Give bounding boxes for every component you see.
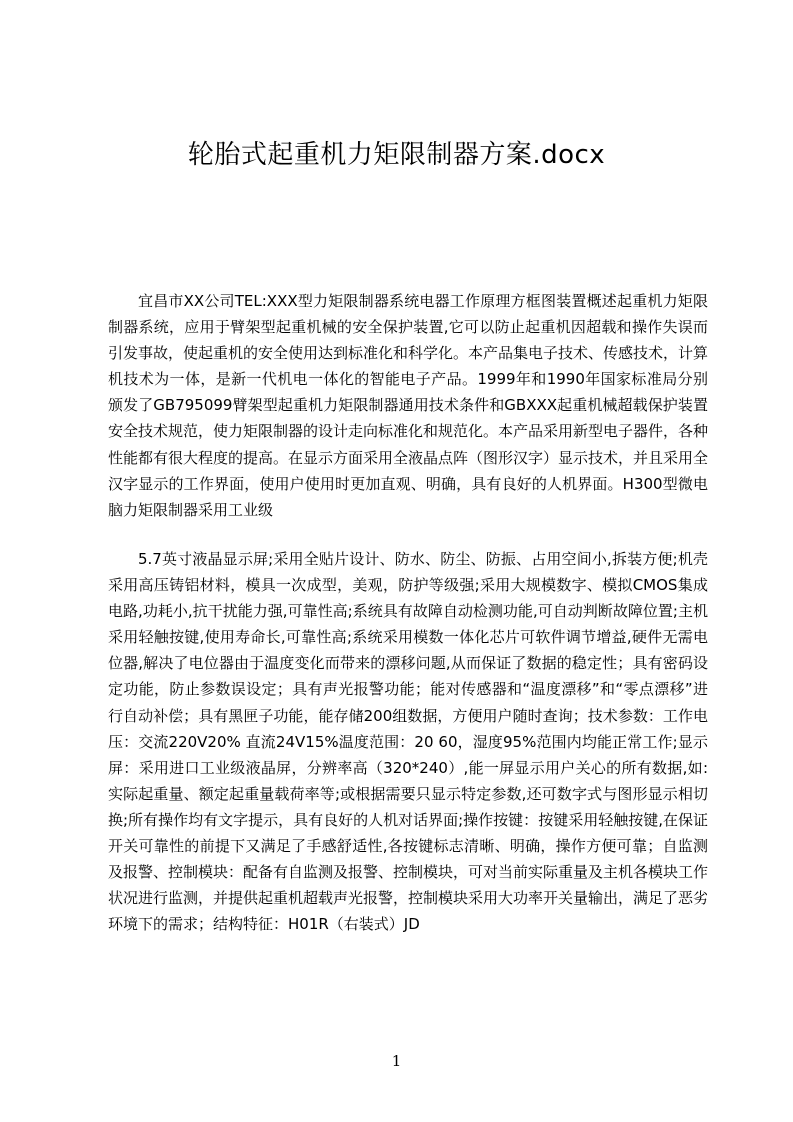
body-paragraph-2: 5.7英寸液晶显示屏;采用全贴片设计、防水、防尘、防振、占用空间小,拆装方便;机壳采用高压铸铝材料，模具一次成型，美观，防护等级强;采用大规模数字、模拟CMOS集成电路,功耗小,抗干扰能力强,可靠性高;系统具有故障自动检测功能,可自动判断故障位置;主机采用轻触按键,使用寿命长,可靠性高;系统采用模数一体化芯片可软件调节增益,硬件无需电位器,解决了电位器由于温度变化而带来的漂移问题,从而保证了数据的稳定性；具有密码设定功能，防止参数误设定；具有声光报警功能；能对传感器和“温度漂移”和“零点漂移”进行自动补偿；具有黑匣子功能，能存储200组数据，方便用户随时查询；技术参数：工作电压：交流220V20% 直流24V15%温度范围：20 60，湿度95%范围内均能正常工作;显示屏：采用进口工业级液晶屏，分辨率高（320*240）,能一屏显示用户关心的所有数据,如:实际起重量、额定起重量载荷率等;或根据需要只显示特定参数,还可数字式与图形显示相切换;所有操作均有文字提示，具有良好的人机对话界面;操作按键：按键采用轻触按键,在保证开关可靠性的前提下又满足了手感舒适性,各按键标志清晰、明确，操作方便可靠；自监测及报警、控制模块：配备有自监测及报警、控制模块，可对当前实际重量及主机各模块工作状况进行监测，并提供起重机超载声光报警，控制模块采用大功率开关量输出，满足了恶劣环境下的需求；结构特征：H01R（右装式）JD xyxy=(108,550,709,934)
document-title: 轮胎式起重机力矩限制器方案.docx xyxy=(187,140,606,170)
body-paragraph-1: 宜昌市XX公司TEL:XXX型力矩限制器系统电器工作原理方框图装置概述起重机力矩限制器系统，应用于臂架型起重机械的安全保护装置,它可以防止起重机因超载和操作失误而引发事故，使起重机的安全使用达到标准化和科学化。本产品集电子技术、传感技术，计算机技术为一体，是新一代机电一体化的智能电子产品。1999年和1990年国家标准局分别颁发了GB795099臂架型起重机力矩限制器通用技术条件和GBXXX起重机械超载保护装置安全技术规范，使力矩限制器的设计走向标准化和规范化。本产品采用新型电子器件，各种性能都有很大程度的提高。在显示方面采用全液晶点阵（图形汉字）显示技术，并且采用全汉字显示的工作界面，使用户使用时更加直观、明确，具有良好的人机界面。H300型微电脑力矩限制器采用工业级 xyxy=(108,292,709,519)
page-number: 1 xyxy=(391,1052,402,1070)
